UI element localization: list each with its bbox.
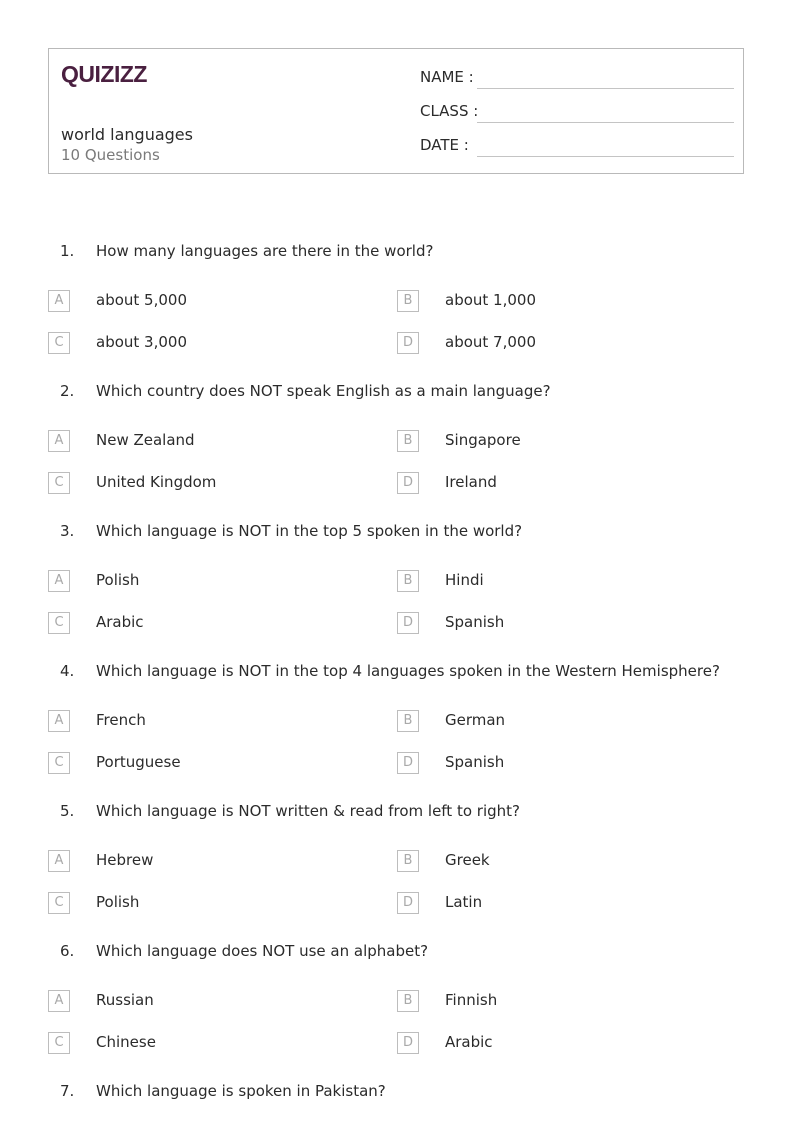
question-number: 3. [60, 522, 75, 540]
date-field[interactable] [420, 136, 734, 160]
question-text: Which language is spoken in Pakistan? [96, 1082, 386, 1100]
option-text: Polish [96, 893, 140, 911]
question-number: 2. [60, 382, 75, 400]
option-text: Spanish [445, 613, 505, 631]
option-text: Spanish [445, 753, 505, 771]
option-letter: B [397, 850, 419, 872]
option-text: Chinese [96, 1033, 156, 1051]
quizizz-logo [61, 61, 161, 87]
option-letter: C [48, 332, 70, 354]
question-2 [0, 382, 794, 502]
option-letter: B [397, 290, 419, 312]
option-letter: C [48, 612, 70, 634]
option-text: United Kingdom [96, 473, 217, 491]
option-text: Hebrew [96, 851, 154, 869]
option-text: about 5,000 [96, 291, 187, 309]
option-letter: A [48, 990, 70, 1012]
date-line[interactable] [477, 156, 734, 157]
option-text: Finnish [445, 991, 498, 1009]
class-label: CLASS : [420, 102, 479, 120]
question-4 [0, 662, 794, 782]
question-7 [0, 1082, 794, 1112]
question-5 [0, 802, 794, 922]
option-letter: C [48, 472, 70, 494]
question-number: 6. [60, 942, 75, 960]
option-letter: D [397, 332, 419, 354]
option-letter: A [48, 710, 70, 732]
question-text: Which language is NOT in the top 4 languages spoken in the Western Hemisphere? [96, 662, 720, 680]
question-6 [0, 942, 794, 1062]
option-text: about 3,000 [96, 333, 187, 351]
option-text: French [96, 711, 146, 729]
option-letter: D [397, 752, 419, 774]
option-letter: B [397, 570, 419, 592]
option-letter: D [397, 1032, 419, 1054]
option-text: Russian [96, 991, 154, 1009]
option-text: Greek [445, 851, 490, 869]
option-text: Latin [445, 893, 483, 911]
option-letter: A [48, 850, 70, 872]
option-text: Ireland [445, 473, 497, 491]
option-text: New Zealand [96, 431, 195, 449]
option-text: Singapore [445, 431, 521, 449]
class-line[interactable] [477, 122, 734, 123]
option-letter: C [48, 1032, 70, 1054]
question-number: 7. [60, 1082, 75, 1100]
question-number: 5. [60, 802, 75, 820]
option-text: Portuguese [96, 753, 181, 771]
option-text: about 7,000 [445, 333, 536, 351]
option-letter: C [48, 752, 70, 774]
question-1 [0, 242, 794, 362]
option-letter: A [48, 290, 70, 312]
question-3 [0, 522, 794, 642]
question-number: 4. [60, 662, 75, 680]
option-text: Polish [96, 571, 140, 589]
option-letter: D [397, 472, 419, 494]
date-label: DATE : [420, 136, 469, 154]
option-letter: B [397, 430, 419, 452]
option-text: about 1,000 [445, 291, 536, 309]
option-text: Arabic [96, 613, 144, 631]
option-letter: B [397, 990, 419, 1012]
question-text: Which language does NOT use an alphabet? [96, 942, 429, 960]
question-number: 1. [60, 242, 75, 260]
option-letter: C [48, 892, 70, 914]
option-text: German [445, 711, 506, 729]
worksheet-header [48, 48, 744, 174]
option-letter: A [48, 430, 70, 452]
name-field[interactable] [420, 68, 734, 92]
option-letter: D [397, 892, 419, 914]
question-text: Which language is NOT written & read from left to right? [96, 802, 520, 820]
question-count: 10 Questions [61, 146, 160, 164]
worksheet-title: world languages [61, 125, 193, 144]
name-line[interactable] [477, 88, 734, 89]
question-text: Which language is NOT in the top 5 spoken in the world? [96, 522, 523, 540]
svg-text:QUIZIZZ: QUIZIZZ [61, 61, 147, 87]
question-text: How many languages are there in the world? [96, 242, 434, 260]
option-text: Arabic [445, 1033, 493, 1051]
option-letter: D [397, 612, 419, 634]
name-label: NAME : [420, 68, 474, 86]
option-letter: A [48, 570, 70, 592]
option-text: Hindi [445, 571, 484, 589]
class-field[interactable] [420, 102, 734, 126]
option-letter: B [397, 710, 419, 732]
question-text: Which country does NOT speak English as a main language? [96, 382, 551, 400]
